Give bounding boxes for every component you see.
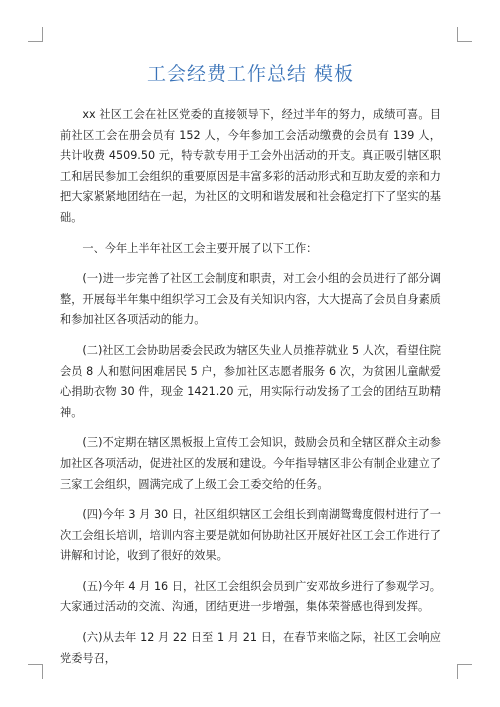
document-title: 工会经费工作总结 模板 <box>146 63 355 85</box>
document-page <box>60 0 441 679</box>
paragraph-item-4: (四)今年 3 月 30 日，社区组织辖区工会组长到南湖鸳鸯度假村进行了一次工会组长培训，培训内容主要是就如何协助社区开展好社区工会工作进行了讲解和讨论，收到了很好的效果。 <box>60 508 441 563</box>
crop-mark-bottom-right <box>457 664 472 679</box>
crop-mark-top-right <box>457 27 472 42</box>
document-body <box>60 105 441 669</box>
paragraph-intro: xx 社区工会在社区党委的直接领导下，经过半年的努力，成绩可喜。目前社区工会在册会员有 152 人，今年参加工会活动缴费的会员有 139 人，共计收费 4509.50 元，特专款专用于工会外出活动的开支。真正吸引辖区职工和居民参加工会组织的重要原因是丰富多彩的活动形式和互助友爱的亲和力把大家紧紧地团结在一起，为社区的文明和谐发展和社会稳定打下了坚实的基础。 <box>60 108 441 224</box>
crop-mark-bottom-left <box>28 664 43 679</box>
paragraph-item-5: (五)今年 4 月 16 日，社区工会组织会员到广安邓故乡进行了参观学习。大家通过活动的交流、沟通，团结更进一步增强，集体荣誉感也得到发挥。 <box>60 579 441 614</box>
paragraph-section-heading: 一、今年上半年社区工会主要开展了以下工作： <box>82 241 318 255</box>
paragraph-item-6: (六)从去年 12 月 22 日至 1 月 21 日，在春节来临之际，社区工会响应党委号召， <box>60 631 441 665</box>
paragraph-item-1: (一)进一步完善了社区工会制度和职责，对工会小组的会员进行了部分调整，开展每半年集中组织学习工会及有关知识内容，大大提高了会员自身素质和参加社区各项活动的能力。 <box>60 272 441 327</box>
crop-mark-top-left <box>28 27 43 42</box>
paragraph-item-3: (三)不定期在辖区黑板报上宣传工会知识，鼓励会员和全辖区群众主动参加社区各项活动，促进社区的发展和建设。今年指导辖区非公有制企业建立了三家工会组织，圆满完成了上级工会工委交给的任务。 <box>60 436 441 491</box>
paragraph-item-2: (二)社区工会协助居委会民政为辖区失业人员推荐就业 5 人次，看望住院会员 8 人和慰问困难居民 5 户，参加社区志愿者服务 6 次，为贫困儿童献爱心捐助衣物 30 件，现金 1421.20 元，用实际行动发扬了工会的团结互助精神。 <box>60 343 441 419</box>
